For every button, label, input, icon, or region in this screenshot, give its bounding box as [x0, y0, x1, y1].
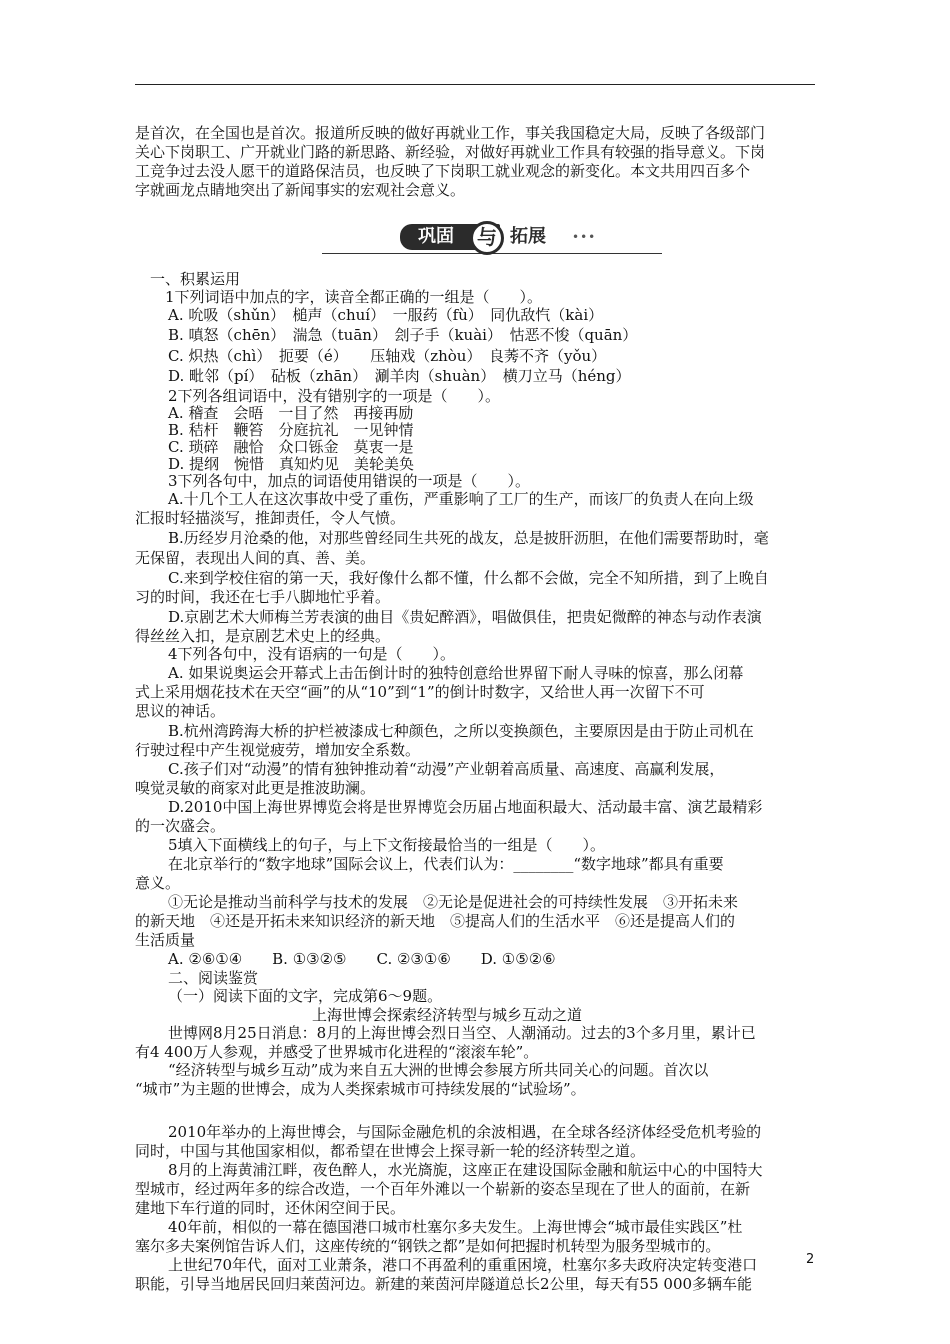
paragraph-line: 世博网8月25日消息：8月的上海世博会烈日当空、人潮涌动。过去的3个多月里，累计已 — [168, 1024, 756, 1042]
question-stem: 4下列各句中，没有语病的一句是（ ）。 — [168, 645, 456, 663]
paragraph-line: 同时，中国与其他国家相似，都希望在世博会上探寻新一轮的经济转型之道。 — [135, 1142, 646, 1160]
banner-dots: ••• — [572, 230, 597, 244]
paragraph-line: 在北京举行的“数字地球”国际会议上，代表们认为：________“数字地球”都具有重要 — [168, 855, 724, 873]
paragraph-line: “经济转型与城乡互动”成为来自五大洲的世博会参展方所共同关心的问题。首次以 — [168, 1061, 709, 1079]
banner-mid-text: 与 — [470, 221, 504, 255]
option-line: A. 如果说奥运会开幕式上击缶倒计时的独特创意给世界留下耐人寻味的惊喜，那么闭幕 — [168, 664, 744, 682]
option-line: C. 琐碎 融恰 众口铄金 莫衷一是 — [168, 438, 414, 456]
paragraph-line: “城市”为主题的世博会，成为人类探索城市可持续发展的“试验场”。 — [135, 1080, 586, 1098]
question-stem: 3下列各句中，加点的词语使用错误的一项是（ ）。 — [168, 472, 531, 490]
paragraph-line: 40年前，相似的一幕在德国港口城市杜塞尔多夫发生。上海世博会“城市最佳实践区”杜 — [168, 1218, 743, 1236]
banner-left-text: 巩固 — [400, 224, 500, 250]
option-line: B.历经岁月沧桑的他，对那些曾经同生共死的战友，总是披肝沥胆，在他们需要帮助时，毫 — [168, 529, 769, 547]
option-line: 无保留，表现出人间的真、善、美。 — [135, 549, 376, 567]
page-number: 2 — [806, 1252, 815, 1267]
option-line: B.杭州湾跨海大桥的护栏被漆成七种颜色，之所以变换颜色，主要原因是由于防止司机在 — [168, 722, 754, 740]
option-line: C. 炽热（chì） 扼要（é） 压轴戏（zhòu） 良莠不齐（yǒu） — [168, 347, 607, 365]
option-line: A. 稽查 会晤 一目了然 再接再励 — [168, 404, 414, 422]
question-stem: 1下列词语中加点的字，读音全都正确的一组是（ ）。 — [165, 288, 543, 306]
paragraph-line: 有4 400万人参观，并感受了世界城市化进程的“滚滚车轮”。 — [135, 1043, 539, 1061]
option-line: 嗅觉灵敏的商家对此更是推波助澜。 — [135, 779, 376, 797]
intro-line: 工竞争过去没人愿干的道路保洁员，也反映了下岗职工就业观念的新变化。本文共用四百多个 — [135, 162, 751, 180]
option-line: D.2010中国上海世界博览会将是世界博览会历届占地面积最大、活动最丰富、演艺最精彩 — [168, 798, 763, 816]
question-stem: 5填入下面横线上的句子，与上下文衔接最恰当的一组是（ ）。 — [168, 836, 606, 854]
paragraph-line: ①无论是推动当前科学与技术的发展 ②无论是促进社会的可持续性发展 ③开拓未来 — [168, 893, 739, 911]
option-line: 汇报时轻描淡写，推卸责任，令人气愤。 — [135, 509, 406, 527]
banner-right-text: 拓展 — [510, 226, 546, 247]
article-title: 上海世博会探索经济转型与城乡互动之道 — [312, 1006, 583, 1024]
option-line: 思议的神话。 — [135, 702, 226, 720]
paragraph-line: 2010年举办的上海世博会，与国际金融危机的余波相遇，在全球各经济体经受危机考验的 — [168, 1123, 762, 1141]
option-line: D. 毗邻（pí） 砧板（zhān） 涮羊肉（shuàn） 横刀立马（héng） — [168, 367, 631, 385]
paragraph-line: 塞尔多夫案例馆告诉人们，这座传统的“钢铁之都”是如何把握时机转型为服务型城市的。 — [135, 1237, 721, 1255]
header-rule — [135, 84, 815, 85]
option-line: 行驶过程中产生视觉疲劳，增加安全系数。 — [135, 741, 421, 759]
paragraph-line: 上世纪70年代，面对工业萧条，港口不再盈利的重重困境，杜塞尔多夫政府决定转变港口 — [168, 1256, 758, 1274]
option-line: A.十几个工人在这次事故中受了重伤，严重影响了工厂的生产，而该厂的负责人在向上级 — [168, 490, 754, 508]
intro-line: 字就画龙点睛地突出了新闻事实的宏观社会意义。 — [135, 181, 466, 199]
option-line: B. 秸杆 鞭笞 分庭抗礼 一见钟情 — [168, 421, 414, 439]
question-stem: 2下列各组词语中，没有错别字的一项是（ ）。 — [168, 387, 501, 405]
section-banner — [322, 222, 662, 258]
paragraph-line: 8月的上海黄浦江畔，夜色醉人，水光旖旎，这座正在建设国际金融和航运中心的中国特大 — [168, 1161, 763, 1179]
option-line: 的一次盛会。 — [135, 817, 226, 835]
intro-line: 是首次，在全国也是首次。报道所反映的做好再就业工作，事关我国稳定大局，反映了各级部门 — [135, 124, 766, 142]
section-heading: 一、积累运用 — [150, 270, 241, 288]
option-line: A. ②⑥①④ B. ①③②⑤ C. ②③①⑥ D. ①⑤②⑥ — [168, 950, 556, 968]
section-heading: 二、阅读鉴赏 — [168, 969, 259, 987]
option-line: C.孩子们对“动漫”的情有独钟推动着“动漫”产业朝着高质量、高速度、高赢利发展， — [168, 760, 725, 778]
reading-instruction: （一）阅读下面的文字，完成第6～9题。 — [168, 987, 443, 1005]
option-line: 得丝丝入扣，是京剧艺术史上的经典。 — [135, 627, 391, 645]
paragraph-line: 的新天地 ④还是开拓未来知识经济的新天地 ⑤提高人们的生活水平 ⑥还是提高人们的 — [135, 912, 736, 930]
option-line: 式上采用烟花技术在天空“画”的从“10”到“1”的倒计时数字，又给世人再一次留下不可 — [135, 683, 705, 701]
option-line: A. 吮吸（shǔn） 槌声（chuí） 一服药（fù） 同仇敌忾（kài） — [168, 306, 604, 324]
paragraph-line: 职能，引导当地居民回归莱茵河边。新建的莱茵河岸隧道总长2公里，每天有55 000多辆车能 — [135, 1275, 753, 1293]
paragraph-line: 型城市，经过两年多的综合改造，一个百年外滩以一个崭新的姿态呈现在了世人的面前，在新 — [135, 1180, 751, 1198]
option-line: 习的时间，我还在七手八脚地忙乎着。 — [135, 588, 391, 606]
option-line: C.来到学校住宿的第一天，我好像什么都不懂，什么都不会做，完全不知所措，到了上晚自 — [168, 569, 769, 587]
paragraph-line: 意义。 — [135, 874, 181, 892]
paragraph-line: 生活质量 — [135, 931, 196, 949]
intro-line: 关心下岗职工、广开就业门路的新思路、新经验，对做好再就业工作具有较强的指导意义。下岗 — [135, 143, 766, 161]
option-line: D. 提纲 惋惜 真知灼见 美轮美奂 — [168, 455, 415, 473]
paragraph-line: 建地下车行道的同时，还休闲空间于民。 — [135, 1199, 406, 1217]
option-line: B. 嗔怒（chēn） 湍急（tuān） 刽子手（kuài） 怙恶不悛（quān） — [168, 326, 638, 344]
option-line: D.京剧艺术大师梅兰芳表演的曲目《贵妃醉酒》，唱做俱佳，把贵妃微醉的神态与动作表演 — [168, 608, 762, 626]
